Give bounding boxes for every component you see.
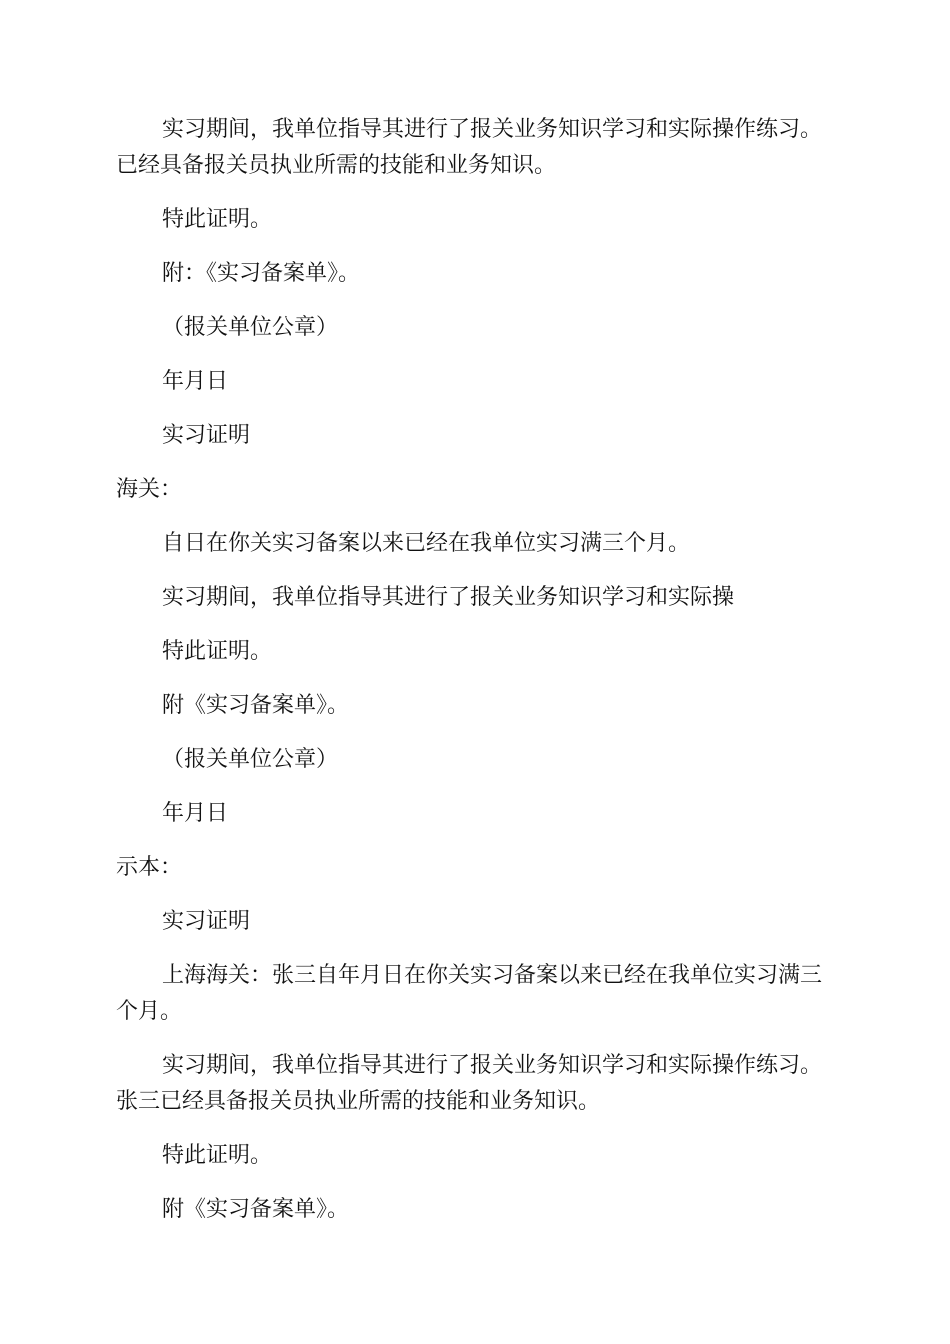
paragraph-practice-period-partial: 实习期间，我单位指导其进行了报关业务知识学习和实际操 — [162, 585, 735, 610]
paragraph-date: 年月日 — [162, 369, 229, 394]
paragraph-certificate-title-2: 实习证明 — [162, 909, 251, 934]
paragraph-hereby-certify-3: 特此证明。 — [162, 1143, 273, 1168]
paragraph-practice-period: 实习期间，我单位指导其进行了报关业务知识学习和实际操作练习。已经具备报关员执业所需的技能和业务知识。 — [116, 117, 823, 178]
paragraph-certificate-title: 实习证明 — [162, 423, 251, 448]
paragraph-attachment: 附：《实习备案单》。 — [162, 261, 361, 286]
paragraph-addressee-customs: 海关： — [116, 477, 183, 502]
paragraph-hereby-certify: 特此证明。 — [162, 207, 273, 232]
document-body — [116, 112, 836, 1246]
paragraph-company-seal: （报关单位公章） — [162, 315, 339, 340]
paragraph-attachment-2: 附《实习备案单》。 — [162, 693, 350, 718]
paragraph-shanghai-customs: 上海海关：张三自年月日在你关实习备案以来已经在我单位实习满三个月。 — [116, 963, 823, 1024]
paragraph-sample-label: 示本： — [116, 855, 183, 880]
paragraph-company-seal-2: （报关单位公章） — [162, 747, 339, 772]
paragraph-hereby-certify-2: 特此证明。 — [162, 639, 273, 664]
paragraph-practice-period-sample: 实习期间，我单位指导其进行了报关业务知识学习和实际操作练习。张三已经具备报关员执业所需的技能和业务知识。 — [116, 1053, 823, 1114]
paragraph-attachment-3: 附《实习备案单》。 — [162, 1197, 350, 1222]
paragraph-date-2: 年月日 — [162, 801, 229, 826]
paragraph-registration-since: 自日在你关实习备案以来已经在我单位实习满三个月。 — [162, 531, 691, 556]
